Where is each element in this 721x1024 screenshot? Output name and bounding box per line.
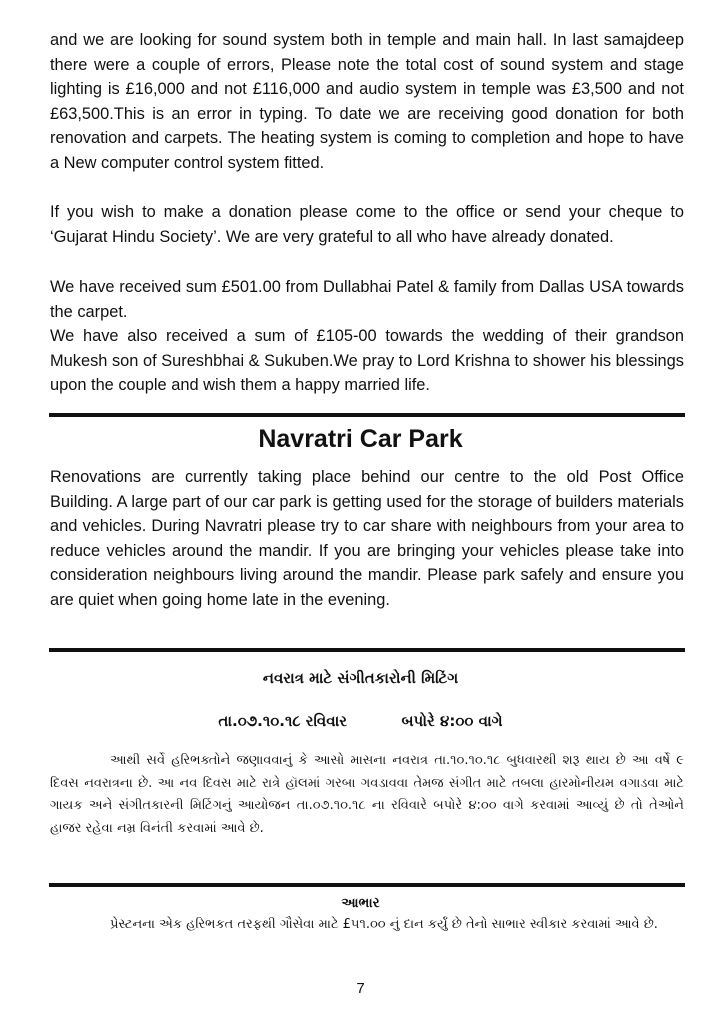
- intro-paragraph-donation-request: If you wish to make a donation please come to the office or send your cheque to ‘Gujarat Hindu Society’. We are very grateful to all who have already donated.: [50, 203, 684, 246]
- section-divider: [49, 413, 685, 417]
- musicians-meeting-title: નવરાત્ર માટે સંગીતકારોની મિટિંગ: [262, 669, 459, 687]
- meeting-date: તા.૦૭.૧૦.૧૮ રવિવાર: [218, 712, 348, 730]
- intro-paragraph-carpet-donation: We have received sum £501.00 from Dullabhai Patel & family from Dallas USA towards the carpet.: [50, 278, 684, 321]
- car-park-heading: Navratri Car Park: [258, 425, 463, 453]
- section-divider: [49, 648, 685, 652]
- car-park-body: Renovations are currently taking place behind our centre to the old Post Office Building. A large part of our car park is getting used for the storage of builders materials and vehicles. During Navratri please try to car share with neighbours from your area to reduce vehicles around the mandir. If you are bringing your vehicles please take into consideration neighbours living around the mandir. Please park safely and ensure you are quiet when going home late in the evening.: [50, 468, 684, 609]
- intro-paragraph-wedding-donation: We have also received a sum of £105-00 towards the wedding of their grandson Mukesh son of Sureshbhai & Sukuben.We pray to Lord Krishna to shower his blessings upon the couple and wish them a happy married life.: [50, 327, 684, 395]
- section-divider: [49, 883, 685, 887]
- musicians-meeting-body: આથી સર્વે હરિભક્તોને જણાવવાનું કે આસો માસના નવરાત્ર તા.૧૦.૧૦.૧૮ બુધવારથી શરૂ થાય છે આ વર્ષે ૯ દિવસ નવરાત્રના છે. આ નવ દિવસ માટે રાત્રે હૉલમાં ગરબા ગવડાવવા તેમજ સંગીત માટે તબલા હારમોનીયમ વગાડવા માટે ગાયક અને સંગીતકારની મિટિંગનું આયોજન તા.૦૭.૧૦.૧૮ ના રવિવારે બપોરે ૪:૦૦ વાગે કરવામાં આવ્યું છે તો તેઓને હાજર રહેવા નમ્ર વિનંતી કરવામાં આવે છે.: [50, 753, 684, 836]
- musicians-meeting-schedule: [0, 712, 721, 730]
- acknowledgement-body: પ્રેસ્ટનના એક હરિભકત તરફથી ગૌસેવા માટે £૫૧.૦૦ નું દાન કર્યું છે તેનો સાભાર સ્વીકાર કરવામાં આવે છે.: [110, 917, 658, 932]
- page-number: 7: [356, 980, 365, 997]
- intro-paragraph-sound-system: and we are looking for sound system both in temple and main hall. In last samajdeep there were a couple of errors, Please note the total cost of sound system and stage lighting is £16,000 and not £116,000 and audio system in temple was £3,500 and not £63,500.This is an error in typing. To date we are receiving good donation for both renovation and carpets. The heating system is coming to completion and hope to have a New computer control system fitted.: [50, 31, 684, 172]
- meeting-time: બપોરે ૪:૦૦ વાગે: [401, 712, 503, 730]
- acknowledgement-title: આભાર: [341, 895, 380, 911]
